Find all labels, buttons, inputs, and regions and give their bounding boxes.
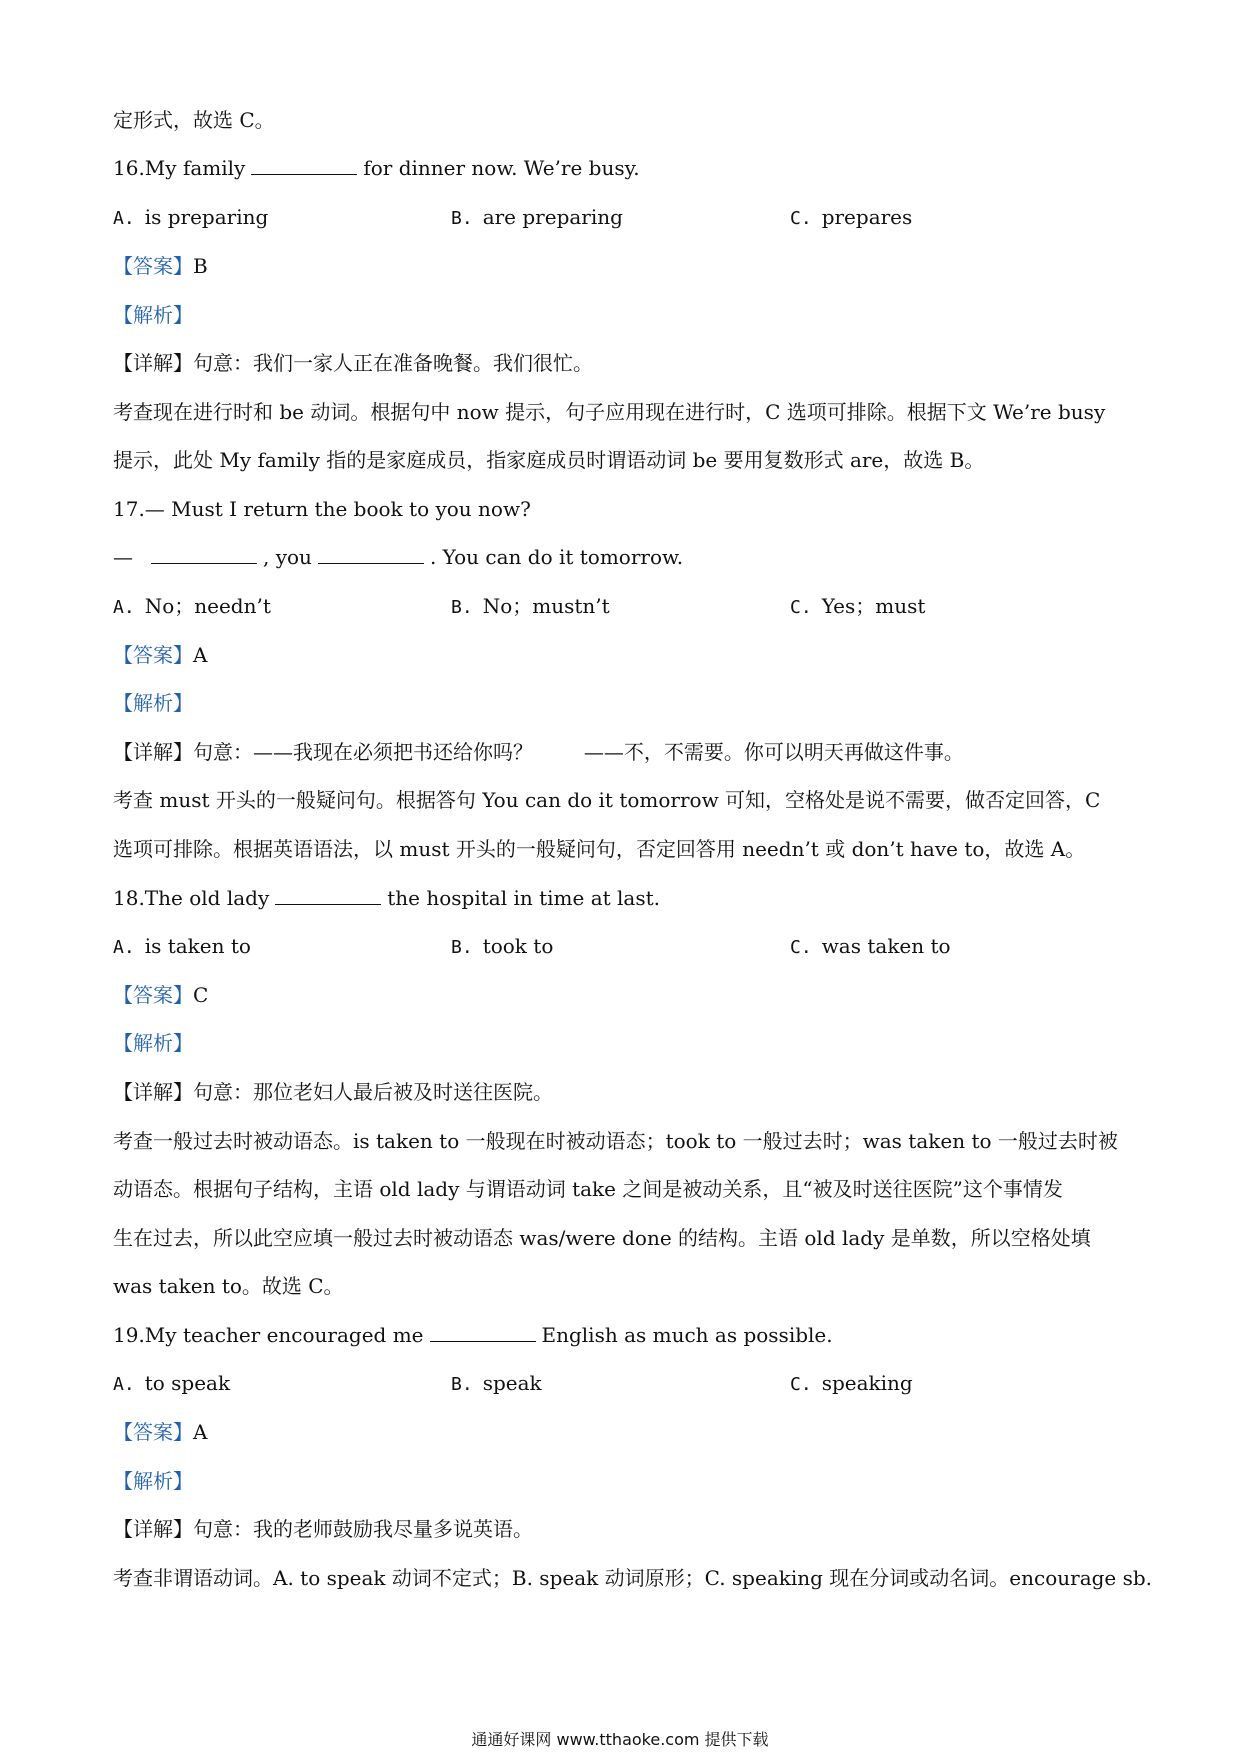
analysis-tag: 【解析】: [113, 303, 193, 327]
option-text: prepares: [821, 205, 913, 229]
question-17-answer: [113, 640, 207, 670]
question-19-stem-before: 19.My teacher encouraged me: [113, 1323, 424, 1347]
option-b: [451, 1368, 542, 1400]
answer-value: B: [193, 254, 208, 278]
option-letter: B.: [451, 1374, 473, 1395]
question-18-answer: [113, 980, 208, 1010]
option-text: No；needn’t: [144, 594, 271, 618]
answer-tag: 【答案】: [113, 254, 193, 278]
option-text: No；mustn’t: [482, 594, 610, 618]
answer-tag: 【答案】: [113, 643, 193, 667]
question-16-stem-before: 16.My family: [113, 156, 246, 180]
option-letter: B.: [451, 937, 473, 958]
question-17-stem: 17.— Must I return the book to you now?: [113, 497, 531, 521]
option-text: are preparing: [482, 205, 623, 229]
explanation-line: 选项可排除。根据英语语法，以 must 开头的一般疑问句，否定回答用 needn’t 或 don’t have to，故选 A。: [113, 837, 1086, 861]
explanation-line: 提示，此处 My family 指的是家庭成员，指家庭成员时谓语动词 be 要用复数形式 are，故选 B。: [113, 448, 985, 472]
answer-value: A: [193, 1420, 208, 1444]
option-letter: C.: [790, 208, 812, 229]
option-text: Yes；must: [821, 594, 926, 618]
answer-blank: [151, 543, 257, 564]
option-text: to speak: [144, 1371, 231, 1395]
detail-text: 句意：——我现在必须把书还给你吗？ ——不，不需要。你可以明天再做这件事。: [193, 740, 964, 764]
option-c: [790, 1368, 913, 1400]
detail-text: 句意：那位老妇人最后被及时送往医院。: [193, 1080, 553, 1104]
reply-dash: —: [113, 545, 133, 569]
option-text: was taken to: [821, 934, 951, 958]
answer-blank: [318, 543, 424, 564]
explanation-line: 考查 must 开头的一般疑问句。根据答句 You can do it tomorrow 可知，空格处是说不需要，做否定回答，C: [113, 788, 1101, 812]
detail-tag: 【详解】: [113, 351, 193, 375]
question-18-stem-after: the hospital in time at last.: [387, 886, 660, 910]
answer-tag: 【答案】: [113, 1420, 193, 1444]
question-19-answer: [113, 1417, 207, 1447]
reply-mid: , you: [263, 545, 312, 569]
option-text: speak: [482, 1371, 542, 1395]
analysis-tag: 【解析】: [113, 1469, 193, 1493]
explanation-line: 考查一般过去时被动语态。is taken to 一般现在时被动语态；took to 一般过去时；was taken to 一般过去时被: [113, 1129, 1118, 1153]
answer-tag: 【答案】: [113, 983, 193, 1007]
option-text: is taken to: [144, 934, 251, 958]
answer-blank: [430, 1321, 536, 1342]
question-19-stem-after: English as much as possible.: [541, 1323, 833, 1347]
answer-value: A: [193, 643, 208, 667]
option-letter: A.: [113, 597, 135, 618]
analysis-tag: 【解析】: [113, 1031, 193, 1055]
question-16-detail: [113, 348, 593, 378]
option-letter: C.: [790, 1374, 812, 1395]
option-text: is preparing: [144, 205, 269, 229]
option-c: [790, 202, 912, 234]
option-b: [451, 931, 553, 963]
option-b: [451, 202, 623, 234]
question-18-stem-before: 18.The old lady: [113, 886, 270, 910]
question-19-detail: [113, 1514, 533, 1544]
question-16-answer: [113, 251, 208, 281]
question-17-detail: [113, 737, 964, 767]
detail-text: 句意：我们一家人正在准备晚餐。我们很忙。: [193, 351, 593, 375]
reply-after: . You can do it tomorrow.: [429, 545, 684, 569]
option-letter: B.: [451, 208, 473, 229]
detail-tag: 【详解】: [113, 1080, 193, 1104]
option-text: speaking: [821, 1371, 913, 1395]
option-letter: A.: [113, 208, 135, 229]
answer-blank: [251, 154, 357, 175]
question-19-stem: [113, 1320, 833, 1350]
question-18-detail: [113, 1077, 553, 1107]
option-a: [113, 202, 268, 234]
detail-tag: 【详解】: [113, 740, 193, 764]
question-17-reply: [113, 542, 683, 572]
option-letter: A.: [113, 1374, 135, 1395]
option-text: took to: [482, 934, 554, 958]
explanation-line: 生在过去，所以此空应填一般过去时被动语态 was/were done 的结构。主语 old lady 是单数，所以空格处填: [113, 1226, 1091, 1250]
option-b: [451, 591, 610, 623]
answer-value: C: [193, 983, 209, 1007]
option-letter: C.: [790, 597, 812, 618]
explanation-line: 动语态。根据句子结构，主语 old lady 与谓语动词 take 之间是被动关系，且“被及时送往医院”这个事情发: [113, 1177, 1063, 1201]
option-c: [790, 931, 951, 963]
option-c: [790, 591, 925, 623]
detail-tag: 【详解】: [113, 1517, 193, 1541]
explanation-line: 考查现在进行时和 be 动词。根据句中 now 提示，句子应用现在进行时，C 选项可排除。根据下文 We’re busy: [113, 400, 1106, 424]
question-16-stem-after: for dinner now. We’re busy.: [363, 156, 640, 180]
option-letter: B.: [451, 597, 473, 618]
question-16-stem: [113, 153, 640, 183]
option-a: [113, 1368, 230, 1400]
option-a: [113, 931, 251, 963]
page-footer: 通通好课网 www.tthaoke.com 提供下载: [471, 1730, 769, 1749]
answer-blank: [275, 884, 381, 905]
question-18-stem: [113, 883, 660, 913]
option-letter: A.: [113, 937, 135, 958]
explanation-line: was taken to。故选 C。: [113, 1274, 344, 1298]
analysis-tag: 【解析】: [113, 691, 193, 715]
explanation-line: 考查非谓语动词。A. to speak 动词不定式；B. speak 动词原形；C. speaking 现在分词或动名词。encourage sb.: [113, 1566, 1153, 1590]
option-letter: C.: [790, 937, 812, 958]
option-a: [113, 591, 271, 623]
continuation-text: 定形式，故选 C。: [113, 108, 275, 132]
detail-text: 句意：我的老师鼓励我尽量多说英语。: [193, 1517, 533, 1541]
